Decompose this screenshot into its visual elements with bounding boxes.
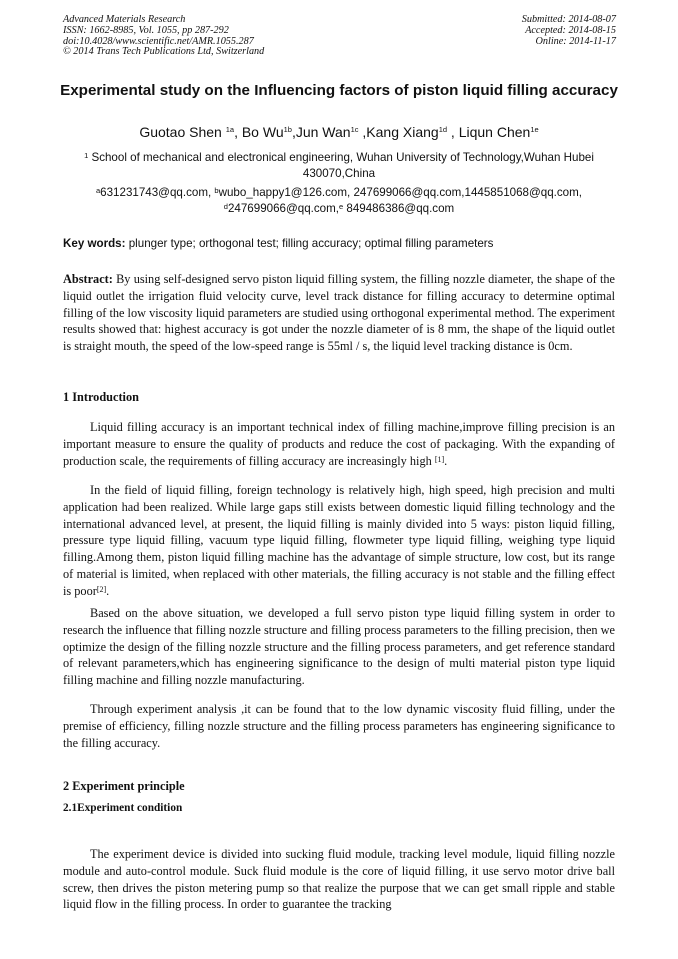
author-list bbox=[60, 123, 618, 141]
dates-header bbox=[522, 15, 616, 47]
section-2-heading: 2 Experiment principle bbox=[63, 779, 185, 793]
submitted-date: Submitted: 2014-08-07 bbox=[521, 14, 616, 25]
journal-header bbox=[63, 15, 264, 58]
affiliation: $^1$ School of mechanical and electronical engineering, Wuhan University of Technology,Wuhan Hubei 430070,China bbox=[84, 151, 594, 180]
author-4: Kang Xiang$^{1d}$ , bbox=[366, 124, 459, 140]
journal-issn: ISSN: 1662-8985, Vol. 1055, pp 287-292 bbox=[63, 24, 229, 36]
journal-name: Advanced Materials Research bbox=[63, 14, 186, 25]
author-1: Guotao Shen $^{1a}$, bbox=[139, 124, 242, 140]
abstract-label: Abstract: bbox=[63, 272, 113, 286]
accepted-date: Accepted: 2014-08-15 bbox=[525, 24, 616, 36]
intro-paragraph-3: Based on the above situation, we developed a full servo piston type liquid filling system in order to research the influence that filling nozzle structure and filling process parameters to the filling precision, then we optimize the design of the filling nozzle structure and the filling process parameters, and get reference standard of relevant parameters,which has engineering significance to the design of multi material piston type liquid filling machine and filling nozzle manufacturing. bbox=[63, 606, 615, 688]
author-5: Liqun Chen$^{1e}$ bbox=[458, 124, 539, 140]
abstract: Abstract: By using self-designed servo piston liquid filling system, the filling nozzle diameter, the shape of the liquid outlet the irrigation fluid velocity curve, level track distance for filling accuracy to determine optimal filling of the low viscosity liquid parameters are studied using orthogonal experimental method. The experiment results showed that: highest accuracy is got under the nozzle diameter of is 8 mm, the shape of the liquid outlet is straight mouth, the speed of the low-speed range is 55ml / s, the liquid level tracking distance is 0cm. bbox=[63, 272, 615, 354]
intro-paragraph-1: Liquid filling accuracy is an important technical index of filling machine,improve filling precision is an important measure to ensure the quality of products and reduce the cost of packaging. With the expanding of production scale, the requirements of filling accuracy are increasingly high [1]. bbox=[63, 420, 615, 468]
experiment-paragraph-1: The experiment device is divided into sucking fluid module, tracking level module, liquid filling nozzle module and auto-control module. Suck fluid module is the core of liquid filling, it use servo motor drive ball screw, then drives the piston metering pump so that realize the purpose that we can get small ripple and stable liquid flow in the filling process. In order to guarantee the tracking bbox=[63, 847, 615, 912]
online-date: Online: 2014-11-17 bbox=[535, 35, 616, 47]
intro-paragraph-4: Through experiment analysis ,it can be found that to the low dynamic viscosity fluid filling, under the premise of efficiency, filling nozzle structure and the filling process parameters has engineering significance to the filling accuracy. bbox=[63, 702, 615, 750]
author-emails bbox=[60, 185, 618, 216]
journal-doi[interactable]: doi:10.4028/www.scientific.net/AMR.1055.287 bbox=[63, 35, 254, 47]
section-1-heading: 1 Introduction bbox=[63, 390, 139, 404]
journal-copyright: © 2014 Trans Tech Publications Ltd, Switzerland bbox=[63, 46, 265, 58]
intro-paragraph-2: In the field of liquid filling, foreign technology is relatively high, high speed, high precision and multi application had been realized. While large gaps still exists between domestic liquid filling technology and the international advanced level, at present, the liquid filling is mainly divided into 5 ways: piston liquid filling, pressure type liquid filling, vacuum type liquid filling, flowmeter type liquid filling, weighing type liquid filling.Among them, piston liquid filling machine has the advantage of simple structure, low cost, but its range of material is limited, when replaced with other materials, the filling accuracy is not stable and the filling effect is poor[2]. bbox=[63, 483, 615, 598]
paper-title: Experimental study on the Influencing factors of piston liquid filling accuracy bbox=[60, 82, 618, 99]
author-3: Jun Wan$^{1c}$ , bbox=[295, 124, 367, 140]
keywords: Key words: plunger type; orthogonal test; filling accuracy; optimal filling parameters bbox=[63, 237, 494, 250]
keywords-label: Key words: bbox=[63, 237, 126, 250]
author-2: Bo $Wu^{1b}$, bbox=[241, 124, 296, 140]
subsection-2-1-heading: 2.1Experiment condition bbox=[63, 802, 183, 814]
email-line-2: $^d$247699066@qq.com,$^e$ 849486386@qq.com bbox=[223, 201, 455, 215]
email-line-1: $^a$631231743@qq.com, $^b$wubo_happy1@126.com, 247699066@qq.com,1445851068@qq.com, bbox=[95, 186, 583, 199]
